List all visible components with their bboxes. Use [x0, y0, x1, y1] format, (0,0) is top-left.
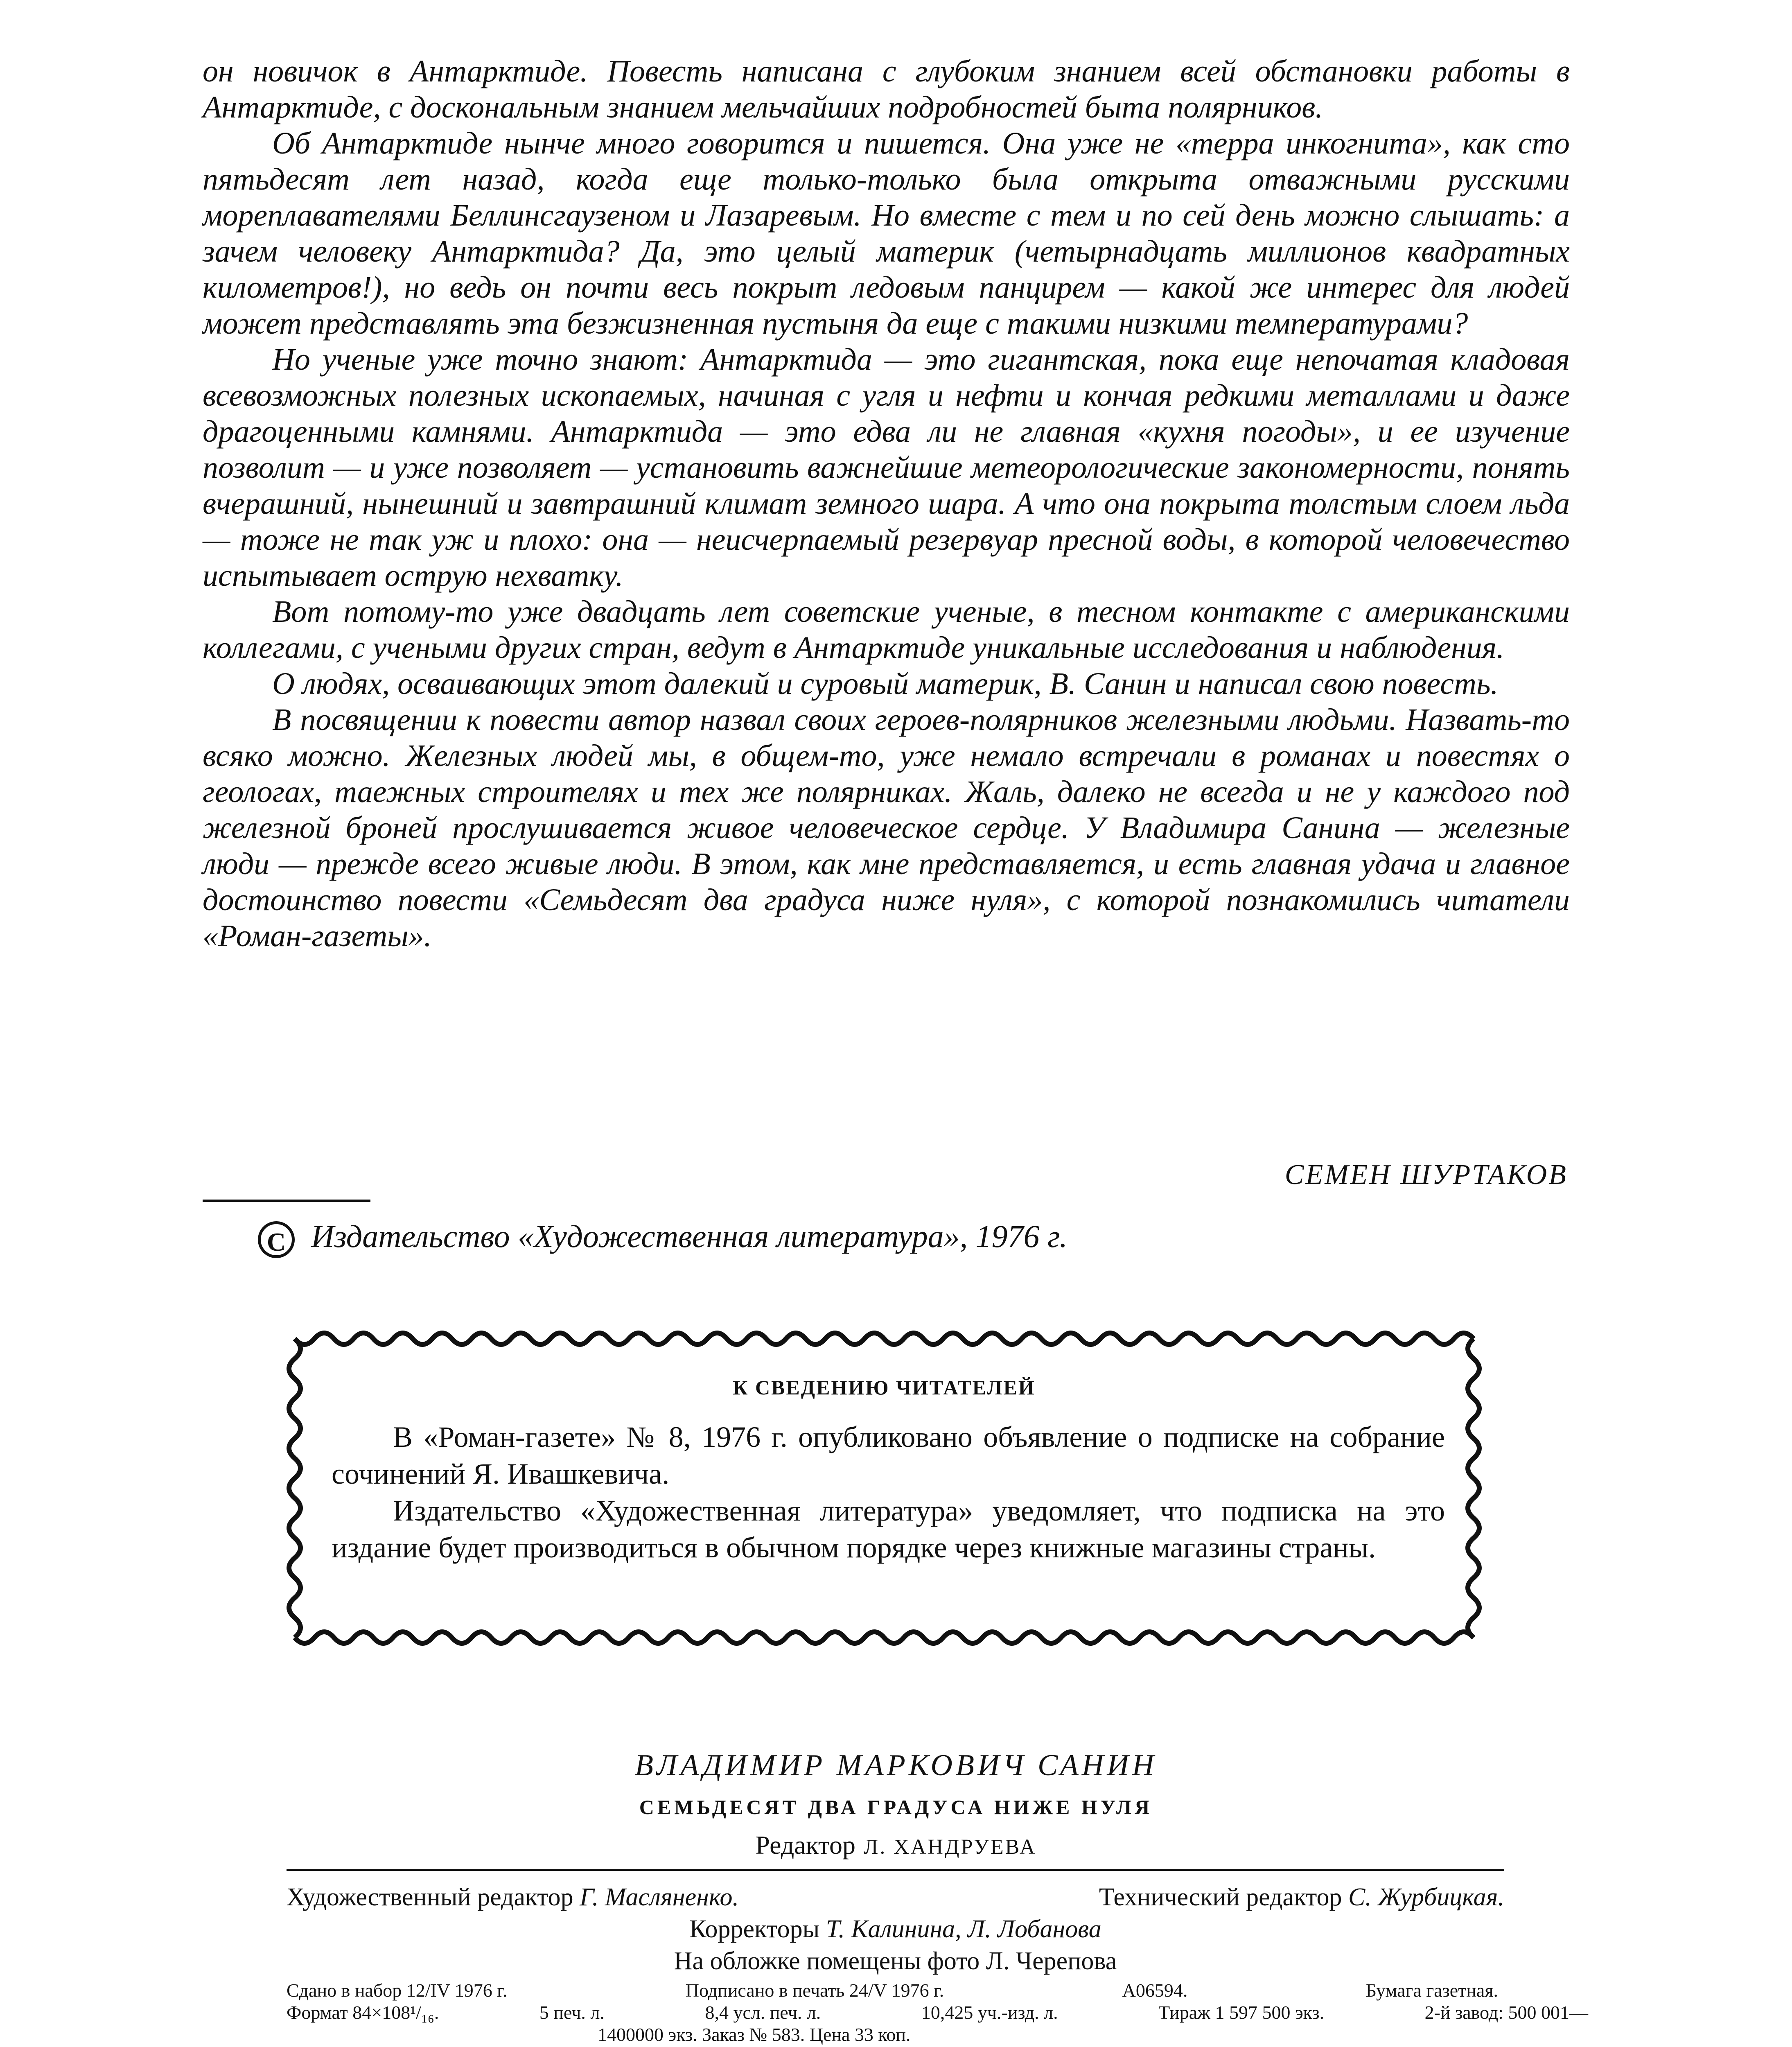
preface-paragraph-4: Вот потому-то уже двадцать лет советские ученые, в тесном контакте с американскими коллегами, с учеными других стран, ведут в Антарктиде уникальные исследования и наблюдения.	[203, 594, 1570, 665]
reader-notice-box	[278, 1322, 1490, 1654]
notice-paragraph-2: Издательство «Художественная литература» уведомляет, что подписка на это издание будет производиться в обычном порядке через книжные магазины страны.	[332, 1494, 1445, 1564]
preface-paragraph-1: он новичок в Антарктиде. Повесть написана с глубоким знанием всей обстановки работы в Антарктиде, с доскональным знанием мельчайших подробностей быта полярников.	[203, 54, 1570, 124]
editor-label: Редактор	[755, 1830, 856, 1859]
author-signature: СЕМЕН ШУРТАКОВ	[1284, 1159, 1568, 1191]
preface-paragraph-3: Но ученые уже точно знают: Антарктида — это гигантская, пока еще непочатая кладовая всевозможных полезных ископаемых, начиная с угля и нефти и кончая редкими металлами и даже драгоценными камнями. Антарктида — это едва ли не главная «кухня погоды», и ее изучение позволит — и уже позволяет — установить важнейшие метеорологические закономерности, понять вчерашний, нынешний и завтрашний климат земного шара. А что она покрыта толстым слоем льда — тоже не так уж и плохо: она — неисчерпаемый резервуар пресной воды, в которой человечество испытывает острую нехватку.	[203, 342, 1570, 593]
cover-photo-credit: На обложке помещены фото Л. Черепова	[674, 1947, 1117, 1975]
production-data	[287, 1979, 1588, 2046]
copyright-line	[258, 1218, 1068, 1258]
production-row-3: 1400000 экз. Заказ № 583. Цена 33 коп.	[598, 2024, 911, 2045]
preface-paragraph-6: В посвящении к повести автор назвал своих героев-полярников железными людьми. Назвать-то всяко можно. Железных людей мы, в общем-то, уже немало встречали в романах и повестях о геологах, таежных строителях и тех же полярниках. Жаль, далеко не всегда и не у каждого под железной броней прослушивается живое человеческое сердце. У Владимира Санина — железные люди — прежде всего живые люди. В этом, как мне представляется, и есть главная удача и главное достоинство повести «Семьдесят два градуса ниже нуля», с которой познакомились читатели «Роман-газеты».	[203, 703, 1570, 953]
proofreaders: Корректоры Т. Калинина, Л. Лобанова	[689, 1915, 1101, 1943]
notice-title: К СВЕДЕНИЮ ЧИТАТЕЛЕЙ	[733, 1376, 1036, 1399]
copyright-icon: C	[258, 1221, 295, 1258]
imprint-editor	[0, 1830, 1792, 1860]
preface-text	[203, 53, 1570, 954]
copyright-text: Издательство «Художественная литература», 1976 г.	[311, 1218, 1068, 1254]
preface-paragraph-2: Об Антарктиде нынче много говорится и пишется. Она уже не «терра инкогнита», как сто пятьдесят лет назад, когда еще только-только была открыта отважными русскими мореплавателями Беллинсгаузеном и Лазаревым. Но вместе с тем и по сей день можно слышать: а зачем человеку Антарктида? Да, это целый материк (четырнадцать миллионов квадратных километров!), но ведь он почти весь покрыт ледовым панцирем — какой же интерес для людей может представлять эта безжизненная пустыня да еще с такими низкими температурами?	[203, 126, 1570, 341]
notice-body	[332, 1419, 1445, 1566]
editorial-credits	[287, 1881, 1504, 1977]
footnote-divider	[203, 1200, 370, 1202]
notice-paragraph-1: В «Роман-газете» № 8, 1976 г. опубликовано объявление о подписке на собрание сочинений Я. Ивашкевича.	[332, 1421, 1445, 1490]
production-row-1: Сдано в набор 12/IV 1976 г. Подписано в печать 24/V 1976 г. А06594. Бумага газетная.	[287, 1980, 1498, 2001]
art-editor: Художественный редактор Г. Масляненко.	[287, 1883, 739, 1911]
imprint-author: ВЛАДИМИР МАРКОВИЧ САНИН	[634, 1749, 1158, 1782]
preface-paragraph-5: О людях, осваивающих этот далекий и суровый материк, В. Санин и написал свою повесть.	[272, 667, 1499, 701]
imprint-divider-top	[287, 1869, 1504, 1871]
imprint-title: СЕМЬДЕСЯТ ДВА ГРАДУСА НИЖЕ НУЛЯ	[639, 1796, 1153, 1819]
tech-editor: Технический редактор С. Журбицкая.	[1099, 1883, 1504, 1911]
editor-name: Л. ХАНДРУЕВА	[864, 1835, 1037, 1859]
production-row-2: Формат 84×108¹/₁₆. 5 печ. л. 8,4 усл. печ. л. 10,425 уч.-изд. л. Тираж 1 597 500 экз. 2-й завод: 500 001—	[287, 2002, 1588, 2023]
